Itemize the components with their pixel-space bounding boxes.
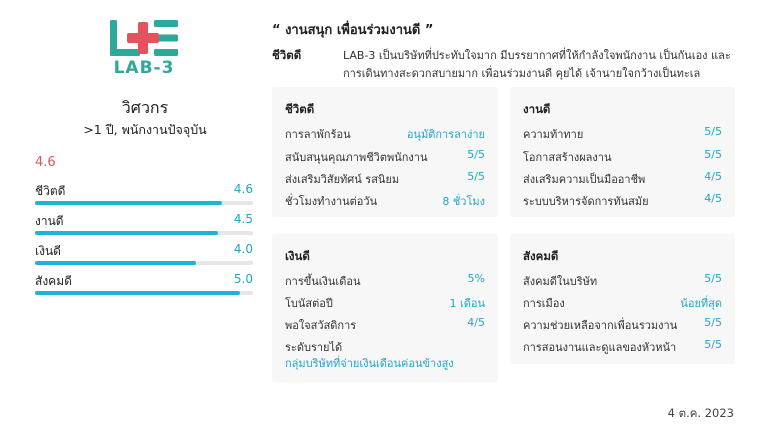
- card-row-value: น้อยที่สุด: [680, 297, 722, 310]
- card-row-value: 5%: [467, 272, 485, 285]
- card-title: สังคมดี: [523, 249, 559, 263]
- card-row: [523, 170, 722, 188]
- rating-row-money: [35, 242, 253, 272]
- card-row-label: สนับสนุนคุณภาพชีวิตพนักงาน: [285, 151, 428, 164]
- reviewer-tenure: >1 ปี, พนักงานปัจจุบัน: [83, 122, 207, 137]
- rating-bar-fill: [35, 291, 240, 295]
- card-row-label: ความช่วยเหลือจากเพื่อนรวมงาน: [523, 319, 678, 332]
- card-row-value: 5/5: [467, 148, 485, 161]
- review-life-label: ชีวิตดี: [272, 48, 302, 62]
- card-money: [272, 234, 498, 382]
- review-life-text: LAB-3 เป็นบริษัทที่ประทับใจมาก มีบรรยากาศที่ให้กำลังใจพนักงาน เป็นกันเอง และการเดินทางสะดวกสบายมาก เพื่อนร่วมงานดี คุยได้ เจ้านายใจกว้างเป็นทะเล: [343, 49, 731, 80]
- card-row-value: 4/5: [704, 170, 722, 183]
- review-date: 4 ต.ค. 2023: [667, 406, 734, 420]
- card-title: ชีวิตดี: [285, 102, 315, 116]
- card-row-value: อนุมัติการลาง่าย: [406, 128, 485, 141]
- card-life: [272, 87, 498, 217]
- card-row-label: ระบบบริหารจัดการทันสมัย: [523, 195, 649, 208]
- card-row: [523, 148, 722, 166]
- reviewer-role: วิศวกร: [121, 98, 169, 117]
- card-row-label: โอกาสสร้างผลงาน: [523, 151, 612, 164]
- card-row-label: การเมือง: [523, 297, 565, 310]
- rating-label: งานดี: [35, 214, 64, 228]
- card-row: [285, 316, 485, 334]
- card-row-label: ส่งเสริมความเป็นมืออาชีพ: [523, 173, 646, 186]
- rating-row-social: [35, 272, 253, 302]
- card-row: [523, 125, 722, 143]
- card-row: [523, 294, 722, 312]
- review-title: “ งานสนุก เพื่อนร่วมงานดี ”: [272, 23, 434, 38]
- rating-bar-fill: [35, 201, 222, 205]
- card-row-label: การลาพักร้อน: [285, 128, 351, 141]
- card-row-value: 5/5: [704, 272, 722, 285]
- card-work: [510, 87, 735, 217]
- rating-label: สังคมดี: [35, 274, 72, 288]
- rating-bar-track: [35, 291, 253, 295]
- card-row: [285, 272, 485, 290]
- rating-bar-fill: [35, 261, 196, 265]
- card-row: [285, 125, 485, 143]
- card-row-value: 4/5: [704, 192, 722, 205]
- card-row-value: 5/5: [704, 338, 722, 351]
- card-row: [523, 272, 722, 290]
- card-row-label: ความท้าทาย: [523, 128, 584, 141]
- card-row: [285, 148, 485, 166]
- card-row: [523, 316, 722, 334]
- logo-wordmark: LAB-3: [113, 58, 175, 78]
- rating-bar-track: [35, 261, 253, 265]
- card-row-label: ชั่วโมงทำงานต่อวัน: [285, 195, 378, 208]
- card-row-value: 5/5: [704, 316, 722, 329]
- card-row-label: โบนัสต่อปี: [285, 297, 333, 310]
- rating-value: 4.6: [233, 182, 253, 196]
- logo-mark-icon: [110, 20, 178, 56]
- rating-breakdown: [35, 182, 253, 302]
- overall-score: 4.6: [35, 155, 56, 170]
- rating-row-life: [35, 182, 253, 212]
- card-row-label: การสอนงานและดูแลของหัวหน้า: [523, 341, 677, 354]
- card-row-label: การขึ้นเงินเดือน: [285, 275, 361, 288]
- rating-bar-track: [35, 231, 253, 235]
- card-row-value: 1 เดือน: [449, 297, 485, 310]
- card-row: [285, 338, 485, 370]
- rating-label: เงินดี: [35, 244, 61, 258]
- company-logo: [108, 20, 180, 78]
- card-row-value: 5/5: [704, 148, 722, 161]
- card-row-value: 5/5: [467, 170, 485, 183]
- card-row-value: 5/5: [704, 125, 722, 138]
- rating-label: ชีวิตดี: [35, 184, 66, 198]
- card-row-label: สังคมดีในบริษัท: [523, 275, 598, 288]
- card-title: เงินดี: [285, 249, 310, 263]
- rating-value: 5.0: [233, 272, 253, 286]
- card-row-label: ระดับรายได้: [285, 341, 343, 354]
- card-row-value: 4/5: [467, 316, 485, 329]
- card-row-value: กลุ่มบริษัทที่จ่ายเงินเดือนค่อนข้างสูง: [285, 357, 454, 370]
- card-title: งานดี: [523, 102, 551, 116]
- card-row-label: ส่งเสริมวิสัยทัศน์ รสนิยม: [285, 173, 400, 186]
- card-row: [523, 192, 722, 210]
- rating-value: 4.0: [233, 242, 253, 256]
- card-social: [510, 234, 735, 364]
- card-row: [285, 170, 485, 188]
- card-row: [285, 192, 485, 210]
- rating-bar-fill: [35, 231, 218, 235]
- rating-value: 4.5: [233, 212, 253, 226]
- card-row-label: พอใจสวัสดิการ: [285, 319, 357, 332]
- card-row: [523, 338, 722, 356]
- rating-row-work: [35, 212, 253, 242]
- rating-bar-track: [35, 201, 253, 205]
- card-row: [285, 294, 485, 312]
- card-row-value: 8 ชั่วโมง: [442, 195, 485, 208]
